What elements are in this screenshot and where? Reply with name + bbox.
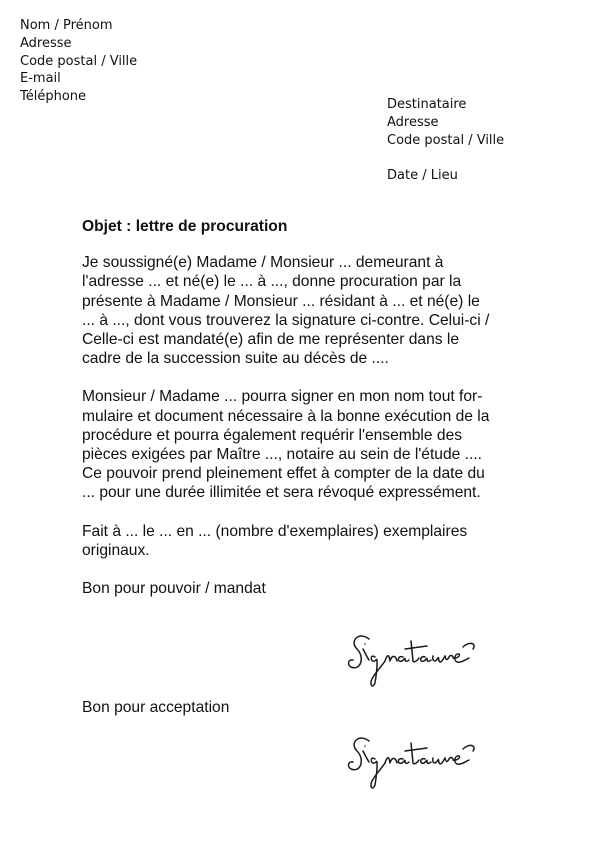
paragraph-line: Fait à ... le ... en ... (nombre d'exemplaires) exemplaires — [82, 522, 468, 540]
letter-subject: Objet : lettre de procuration — [82, 218, 288, 235]
signature-handwriting-icon — [345, 729, 495, 791]
sender-postal-city: Code postal / Ville — [20, 53, 138, 69]
signature-acceptance — [345, 729, 495, 791]
sender-phone: Téléphone — [20, 89, 87, 105]
signature-handwriting-icon — [345, 627, 495, 689]
paragraph-line: l'adresse ... et né(e) le ... à ..., donne procuration par la — [82, 273, 462, 291]
recipient-name: Destinataire — [387, 97, 467, 112]
paragraph-line: mulaire et document nécessaire à la bonne exécution de la — [82, 407, 490, 425]
sender-address: Adresse — [20, 35, 72, 51]
paragraph-line: Celle-ci est mandaté(e) afin de me représenter dans le — [82, 331, 460, 349]
sender-email: E-mail — [20, 71, 61, 87]
recipient-address: Adresse — [387, 114, 439, 130]
sender-name: Nom / Prénom — [20, 18, 113, 33]
sender-block — [20, 17, 137, 106]
paragraph-procuration — [82, 253, 512, 368]
paragraph-line: présente à Madame / Monsieur ... résidant à ... et né(e) le — [82, 292, 480, 310]
paragraph-line: Ce pouvoir prend pleinement effet à compter de la date du — [82, 465, 485, 483]
mandate-line: Bon pour pouvoir / mandat — [82, 580, 266, 598]
paragraph-line: Monsieur / Madame ... pourra signer en mon nom tout for- — [82, 388, 483, 406]
recipient-block — [387, 96, 504, 185]
paragraph-line: Je soussigné(e) Madame / Monsieur ... demeurant à — [82, 254, 444, 272]
paragraph-line: originaux. — [82, 541, 150, 559]
letter-body — [82, 217, 512, 598]
paragraph-line: procédure et pourra également requérir l'ensemble des — [82, 426, 463, 444]
paragraph-powers — [82, 387, 512, 502]
recipient-postal-city: Code postal / Ville — [387, 132, 505, 148]
signature-mandate — [345, 627, 495, 689]
paragraph-line: pièces exigées par Maître ..., notaire au sein de l'étude .... — [82, 446, 482, 464]
acceptance-line: Bon pour acceptation — [82, 699, 230, 716]
paragraph-line: ... à ..., dont vous trouverez la signature ci-contre. Celui-ci / — [82, 311, 490, 329]
recipient-date-place: Date / Lieu — [387, 168, 458, 184]
paragraph-copies — [82, 522, 512, 560]
paragraph-line: cadre de la succession suite au décès de .... — [82, 350, 389, 368]
paragraph-line: ... pour une durée illimitée et sera révoqué expressément. — [82, 484, 481, 502]
